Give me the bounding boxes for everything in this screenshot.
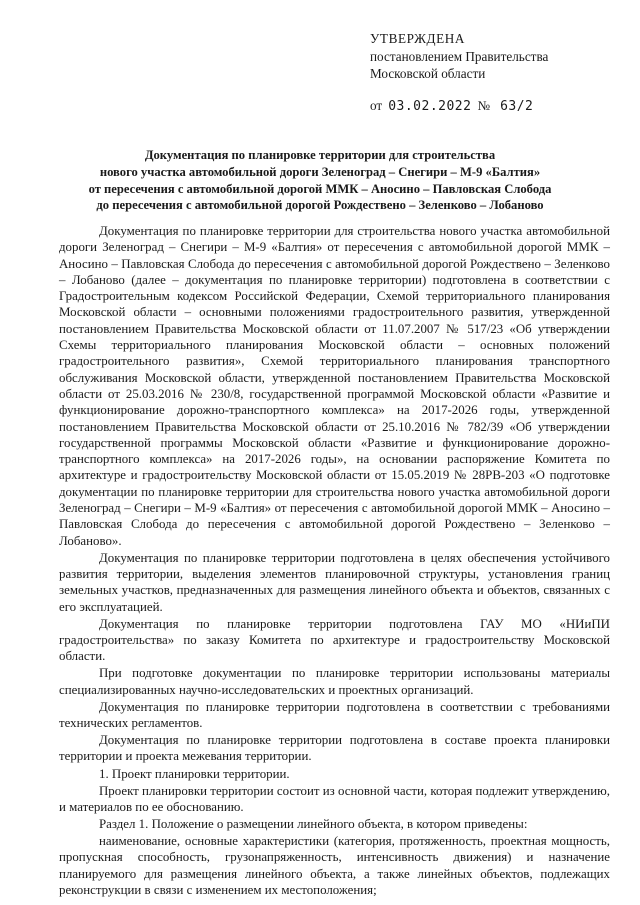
handwritten-number: 63/2 [500, 98, 534, 114]
paragraph-basis: Документация по планировке территории для строительства нового участка автомобильной дороги Зеленоград – Снегири – М-9 «Балтия» от пересечения с автомобильной дорогой ММК – Аносино – Павловская Слобода до пересечения с автомобильной дорогой Рождествено – Зеленково – Лобаново (далее – документация по планировке территории) подготовлена в соответствии с Градостроительным кодексом Российской Федерации, Схемой территориального планирования Московской области – основными положениями градостроительного развития, утвержденной постановлением Правительства Московской области от 11.07.2007 № 517/23 «Об утверждении Схемы территориального планирования Московской области – основных положений градостроительного развития», Схемой территориального планирования транспортного обслуживания Московской области, утвержденной постановлением Правительства Московской области от 25.03.2016 № 230/8, государственной программой Московской области «Развитие и функционирование дорожно-транспортного комплекса» на 2017-2026 годы, утвержденной постановлением Правительства Московской области от 25.10.2016 № 782/39 «Об утверждении государственной программы Московской области «Развитие и функционирование дорожно-транспортного комплекса» на 2017-2026 годы», на основании распоряжение Комитета по архитектуре и градостроительству Московской области от 15.05.2019 № 28РВ-203 «О подготовке документации по планировке территории для строительства нового участка автомобильной дороги Зеленоград – Снегири – М-9 «Балтия» от пересечения с автомобильной дорогой ММК – Аносино – Павловская Слобода до пересечения с автомобильной дорогой Рождествено – Зеленково – Лобаново». [59, 224, 610, 548]
title-line-1: Документация по планировке территории для строительства [144, 148, 496, 162]
approval-date-line [370, 97, 548, 116]
approval-line-2: Московской области [370, 66, 486, 81]
paragraph-author: Документация по планировке территории подготовлена ГАУ МО «НИиПИ градостроительства» по заказу Комитета по архитектуре и градостроительству Московской области. [59, 616, 610, 664]
paragraph-materials: При подготовке документации по планировке территории использованы материалы специализированных научно-исследовательских и проектных организаций. [59, 666, 610, 697]
document-body [59, 223, 610, 899]
title-line-4: до пересечения с автомобильной дорогой Рождествено – Зеленково – Лобаново [96, 198, 544, 213]
title-line-2: нового участка автомобильной дороги Зеленоград – Снегири – М-9 «Балтия» [99, 164, 541, 179]
approval-block [370, 30, 548, 115]
document-title [60, 147, 580, 214]
paragraph-purpose: Документация по планировке территории подготовлена в целях обеспечения устойчивого развития территории, выделения элементов планировочной структуры, установления границ земельных участков, предназначенных для размещения линейного объекта и объектов, связанных с его эксплуатацией. [59, 550, 610, 614]
paragraph-regulations: Документация по планировке территории подготовлена в соответствии с требованиями технических регламентов. [59, 699, 610, 731]
paragraph-composition: Документация по планировке территории подготовлена в составе проекта планировки территории и проекта межевания территории. [59, 733, 610, 764]
paragraph-project-structure: Проект планировки территории состоит из основной части, которая подлежит утверждению, и материалов по ее обоснованию. [59, 783, 610, 814]
approval-line-1: постановлением Правительства [370, 48, 549, 64]
paragraph-project-heading: 1. Проект планировки территории. [99, 766, 290, 781]
handwritten-date: 03.02.2022 [388, 98, 472, 114]
paragraph-characteristics: наименование, основные характеристики (категория, протяженность, проектная мощность, пропускная способность, грузонапряженность, интенсивность движения) и назначение планируемого для размещения линейного объекта, а также линейных объектов, подлежащих реконструкции в связи с изменением их местоположения; [59, 834, 610, 898]
approval-stamp: УТВЕРЖДЕНА [370, 31, 466, 46]
number-sign: № [477, 97, 491, 113]
title-line-3: от пересечения с автомобильной дорогой ММК – Аносино – Павловская Слобода [88, 181, 552, 196]
date-prefix: от [370, 97, 383, 113]
paragraph-section-1: Раздел 1. Положение о размещении линейного объекта, в котором приведены: [99, 817, 528, 832]
